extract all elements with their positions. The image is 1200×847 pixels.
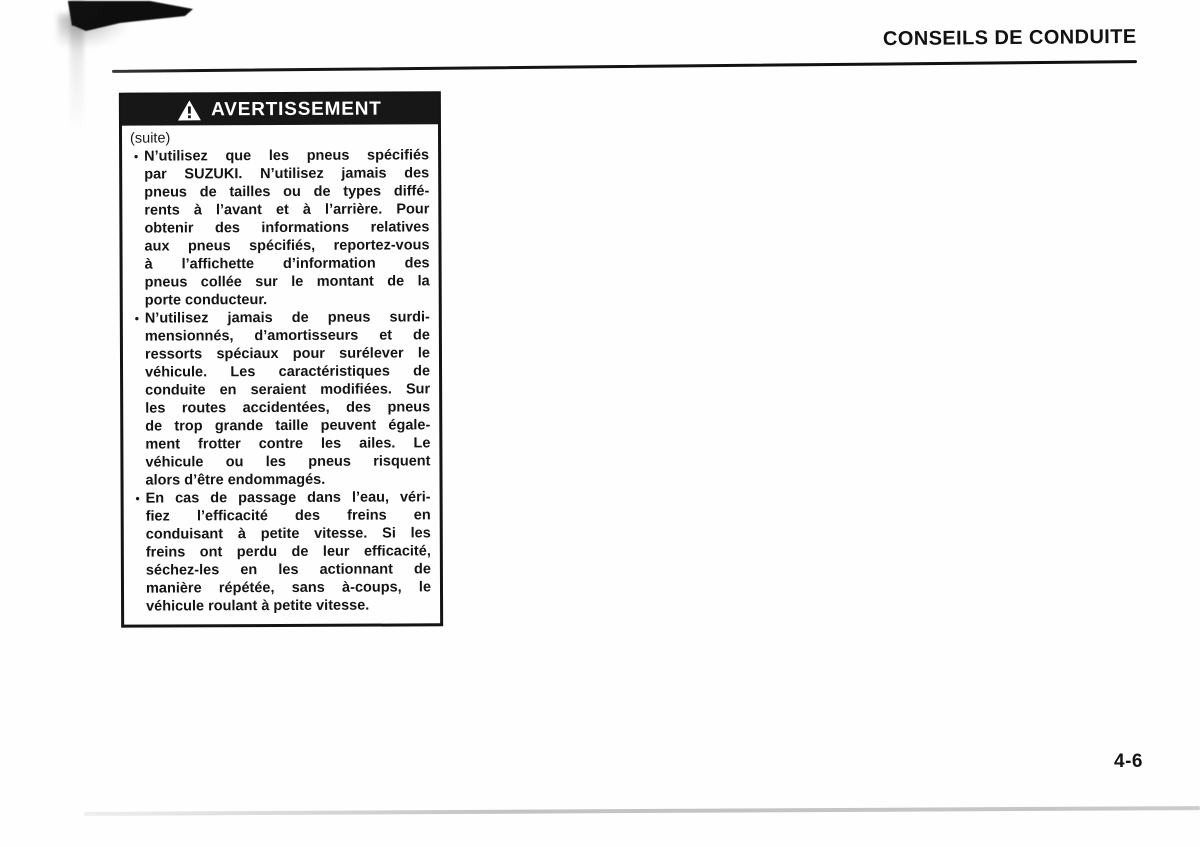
warning-bullet-item (128, 146, 430, 309)
bullet-line: En cas de passage dans l’eau, véri- (145, 489, 431, 507)
bullet-line: obtenir des informations relatives (144, 219, 430, 237)
bullet-line: séchez-les en les actionnant de (145, 561, 431, 579)
warning-bullet-item (129, 308, 431, 489)
bullet-line: pneus de tailles ou de types diffé- (144, 183, 430, 201)
bullet-line: N’utilisez que les pneus spécifiés (144, 147, 430, 165)
bullet-line: pneus collée sur le montant de la (144, 273, 430, 291)
bullet-text (146, 488, 432, 615)
warning-box (119, 91, 443, 627)
page-corner-artifact (66, 0, 198, 36)
bullet-line: mensionnés, d’amortisseurs et de (144, 327, 430, 345)
page-number: 4-6 (1114, 751, 1143, 772)
bullet-line: les routes accidentées, des pneus (145, 399, 431, 417)
bullet-line: de trop grande taille peuvent égale- (145, 417, 431, 435)
bullet-line: rents à l’avant et à l’arrière. Pour (144, 201, 430, 219)
bullet-dot-icon: • (135, 491, 140, 506)
warning-box-header (121, 93, 439, 125)
bullet-line: N’utilisez jamais de pneus surdi- (144, 309, 430, 327)
header-rule (112, 60, 1137, 73)
warning-bullet-item (130, 488, 432, 615)
bullet-line: véhicule. Les caractéristiques de (145, 363, 431, 381)
bullet-text (145, 308, 431, 489)
scan-bottom-edge (84, 806, 1200, 816)
bullet-line: freins ont perdu de leur efficacité, (145, 543, 431, 561)
bullet-dot-icon: • (133, 149, 139, 164)
bullet-line: porte conducteur. (144, 292, 268, 309)
bullet-line: alors d’être endommagés. (145, 471, 326, 489)
bullet-line: manière répétée, sans à-coups, le (145, 579, 432, 597)
bullet-dot-icon: • (134, 311, 139, 326)
bullet-line: ressorts spéciaux pour surélever le (144, 345, 431, 363)
bullet-line: par SUZUKI. N’utilisez jamais des (144, 165, 430, 183)
bullet-line: à l’affichette d’information des (144, 255, 430, 273)
bullet-line: véhicule roulant à petite vitesse. (146, 597, 370, 615)
bullet-line: véhicule ou les pneus risquent (145, 453, 431, 471)
warning-bullet-list (128, 146, 431, 615)
bullet-text (144, 146, 430, 309)
warning-title: AVERTISSEMENT (211, 98, 382, 120)
bullet-line: conduisant à petite vitesse. Si les (145, 525, 431, 543)
bullet-line: fiez l’efficacité des freins en (145, 507, 431, 525)
page-header-title: CONSEILS DE CONDUITE (883, 25, 1138, 51)
warning-intro: (suite) (130, 130, 171, 147)
warning-box-body (122, 123, 440, 624)
warning-triangle-icon (178, 100, 201, 120)
bullet-line: ment frotter contre les ailes. Le (145, 435, 431, 453)
bullet-line: conduite en seraient modifiées. Sur (145, 381, 431, 399)
bullet-line: aux pneus spécifiés, reportez-vous (144, 237, 430, 255)
